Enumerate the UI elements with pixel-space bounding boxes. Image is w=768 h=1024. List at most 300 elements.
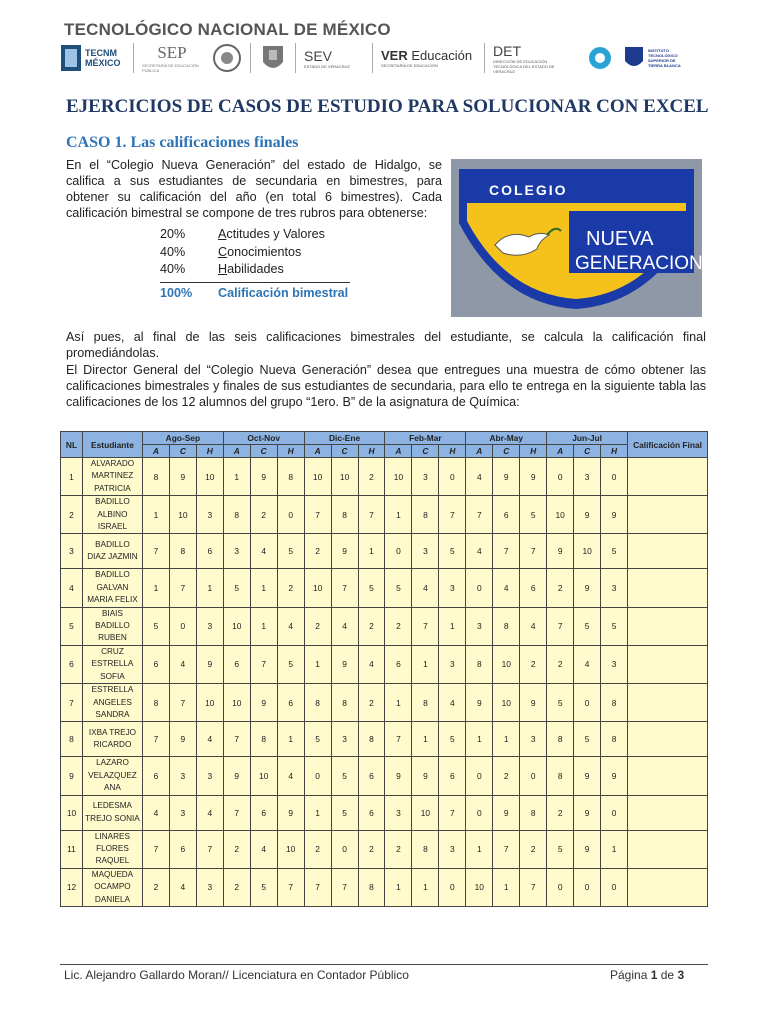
ver-educacion-logo: VER Educación SECRETARÍA DE EDUCACIÓN — [381, 48, 473, 68]
cell-grade: 4 — [439, 684, 466, 722]
cell-student-name: ALVARADO MARTINEZ PATRICIA — [82, 458, 142, 496]
col-header-period: Dic-Ene — [304, 432, 385, 445]
col-header-rubro: C — [412, 445, 439, 458]
cell-grade: 10 — [547, 496, 574, 534]
rubro-total: 100% Calificación bimestral — [160, 282, 350, 303]
cell-grade: 0 — [574, 868, 601, 906]
sep-logo: SEP SECRETARÍA DE EDUCACIÓN PÚBLICA — [142, 43, 199, 73]
cell-grade: 2 — [547, 795, 574, 830]
col-header-nl: NL — [61, 432, 83, 458]
rubros-list — [160, 226, 350, 302]
cell-grade: 2 — [250, 496, 277, 534]
cell-grade: 10 — [385, 458, 412, 496]
cell-grade: 7 — [142, 722, 169, 757]
cell-student-name: MAQUEDA OCAMPO DANIELA — [82, 868, 142, 906]
cell-grade: 9 — [574, 569, 601, 607]
cell-grade: 7 — [331, 569, 358, 607]
cell-grade: 4 — [196, 795, 223, 830]
cell-grade: 3 — [223, 534, 250, 569]
cell-grade: 8 — [520, 795, 547, 830]
table-row — [61, 645, 708, 683]
cell-grade: 7 — [223, 722, 250, 757]
cell-grade: 3 — [169, 757, 196, 795]
cell-grade: 4 — [169, 868, 196, 906]
cell-grade: 4 — [520, 607, 547, 645]
cell-grade: 7 — [250, 645, 277, 683]
cell-grade: 1 — [250, 569, 277, 607]
cell-grade: 4 — [412, 569, 439, 607]
cell-grade: 6 — [520, 569, 547, 607]
cell-grade: 1 — [142, 496, 169, 534]
cell-grade: 4 — [331, 607, 358, 645]
cell-grade: 2 — [547, 569, 574, 607]
rubro-item: 40% Conocimientos — [160, 244, 302, 259]
cell-grade: 1 — [439, 607, 466, 645]
cell-final-grade[interactable] — [628, 496, 708, 534]
cell-grade: 3 — [439, 569, 466, 607]
cell-grade: 1 — [142, 569, 169, 607]
cell-grade: 9 — [520, 458, 547, 496]
cell-final-grade[interactable] — [628, 534, 708, 569]
cell-grade: 9 — [331, 534, 358, 569]
cell-grade: 3 — [439, 830, 466, 868]
cell-nl: 2 — [61, 496, 83, 534]
cell-grade: 3 — [520, 722, 547, 757]
cell-grade: 0 — [331, 830, 358, 868]
cell-student-name: BADILLO DIAZ JAZMIN — [82, 534, 142, 569]
col-header-rubro: H — [277, 445, 304, 458]
paragraph-two: Así pues, al final de las seis calificaciones bimestrales del estudiante, se calcula la calificación final promediándolas. — [66, 330, 706, 360]
cell-grade: 8 — [412, 684, 439, 722]
cell-nl: 12 — [61, 868, 83, 906]
col-header-rubro: C — [250, 445, 277, 458]
cell-grade: 10 — [250, 757, 277, 795]
cell-grade: 8 — [142, 684, 169, 722]
grades-table — [60, 431, 708, 907]
cell-grade: 2 — [493, 757, 520, 795]
cell-grade: 10 — [331, 458, 358, 496]
cell-grade: 9 — [574, 757, 601, 795]
cell-grade: 1 — [412, 722, 439, 757]
cell-grade: 1 — [412, 645, 439, 683]
cell-grade: 8 — [169, 534, 196, 569]
col-header-rubro: A — [466, 445, 493, 458]
logo-text-colegio: COLEGIO — [489, 182, 568, 198]
cell-grade: 2 — [358, 458, 385, 496]
cell-grade: 0 — [439, 868, 466, 906]
document-title: EJERCICIOS DE CASOS DE ESTUDIO PARA SOLUCIONAR CON EXCEL — [66, 96, 709, 117]
cell-student-name: BADILLO ALBINO ISRAEL — [82, 496, 142, 534]
tecnm-emblem-icon — [60, 43, 82, 73]
cell-final-grade[interactable] — [628, 569, 708, 607]
cell-grade: 4 — [277, 607, 304, 645]
colegio-logo-image — [451, 159, 702, 317]
footer-divider — [60, 964, 708, 965]
cell-grade: 8 — [277, 458, 304, 496]
cell-grade: 3 — [601, 569, 628, 607]
cell-grade: 7 — [142, 830, 169, 868]
cell-grade: 1 — [412, 868, 439, 906]
cell-grade: 5 — [331, 795, 358, 830]
col-header-rubro: H — [439, 445, 466, 458]
cell-grade: 7 — [466, 496, 493, 534]
cell-grade: 4 — [358, 645, 385, 683]
cell-grade: 7 — [520, 534, 547, 569]
table-row — [61, 757, 708, 795]
cell-grade: 9 — [385, 757, 412, 795]
rubro-item: 20% Actitudes y Valores — [160, 227, 325, 241]
cell-grade: 0 — [547, 868, 574, 906]
cell-grade: 1 — [466, 722, 493, 757]
cell-grade: 7 — [331, 868, 358, 906]
cell-final-grade[interactable] — [628, 757, 708, 795]
cell-grade: 5 — [331, 757, 358, 795]
cell-grade: 9 — [196, 645, 223, 683]
cell-grade: 1 — [196, 569, 223, 607]
cell-grade: 3 — [574, 458, 601, 496]
cell-grade: 1 — [601, 830, 628, 868]
cell-grade: 9 — [223, 757, 250, 795]
col-header-period: Ago-Sep — [142, 432, 223, 445]
cell-grade: 10 — [466, 868, 493, 906]
table-row — [61, 868, 708, 906]
cell-grade: 3 — [412, 458, 439, 496]
cell-student-name: LINARES FLORES RAQUEL — [82, 830, 142, 868]
cell-grade: 2 — [304, 607, 331, 645]
cell-grade: 4 — [196, 722, 223, 757]
cell-grade: 2 — [385, 607, 412, 645]
cell-grade: 8 — [466, 645, 493, 683]
cell-grade: 6 — [493, 496, 520, 534]
cell-grade: 4 — [466, 458, 493, 496]
cell-grade: 0 — [466, 757, 493, 795]
cell-grade: 5 — [601, 534, 628, 569]
cell-grade: 9 — [466, 684, 493, 722]
swirl-logo-icon — [587, 45, 613, 71]
cell-grade: 0 — [277, 496, 304, 534]
cell-grade: 7 — [304, 868, 331, 906]
cell-nl: 9 — [61, 757, 83, 795]
cell-grade: 3 — [439, 645, 466, 683]
case-title: CASO 1. Las calificaciones finales — [66, 134, 299, 151]
cell-grade: 5 — [304, 722, 331, 757]
cell-grade: 10 — [493, 645, 520, 683]
page-number: Página 1 de 3 — [610, 968, 685, 982]
cell-grade: 5 — [142, 607, 169, 645]
cell-grade: 6 — [169, 830, 196, 868]
cell-grade: 4 — [250, 534, 277, 569]
cell-grade: 9 — [169, 722, 196, 757]
cell-grade: 7 — [169, 684, 196, 722]
cell-grade: 2 — [358, 830, 385, 868]
col-header-student: Estudiante — [82, 432, 142, 458]
cell-grade: 8 — [601, 684, 628, 722]
cell-grade: 9 — [520, 684, 547, 722]
cell-grade: 8 — [331, 496, 358, 534]
cell-grade: 4 — [574, 645, 601, 683]
veracruz-seal-icon — [259, 42, 287, 74]
cell-grade: 9 — [412, 757, 439, 795]
cell-grade: 1 — [277, 722, 304, 757]
cell-grade: 5 — [547, 830, 574, 868]
cell-grade: 8 — [358, 868, 385, 906]
cell-grade: 8 — [331, 684, 358, 722]
col-header-rubro: A — [142, 445, 169, 458]
cell-grade: 3 — [466, 607, 493, 645]
cell-grade: 4 — [466, 534, 493, 569]
cell-grade: 10 — [196, 458, 223, 496]
cell-final-grade[interactable] — [628, 458, 708, 496]
cell-grade: 7 — [547, 607, 574, 645]
table-row — [61, 458, 708, 496]
cell-grade: 8 — [142, 458, 169, 496]
table-row — [61, 722, 708, 757]
cell-grade: 3 — [196, 496, 223, 534]
logo-text-generacion: GENERACION — [575, 253, 702, 274]
cell-grade: 1 — [250, 607, 277, 645]
cell-grade: 9 — [574, 496, 601, 534]
cell-grade: 8 — [250, 722, 277, 757]
cell-grade: 9 — [601, 496, 628, 534]
cell-grade: 4 — [493, 569, 520, 607]
cell-grade: 3 — [385, 795, 412, 830]
cell-final-grade[interactable] — [628, 868, 708, 906]
cell-grade: 6 — [196, 534, 223, 569]
cell-grade: 6 — [385, 645, 412, 683]
cell-grade: 2 — [304, 534, 331, 569]
cell-final-grade[interactable] — [628, 722, 708, 757]
cell-grade: 5 — [385, 569, 412, 607]
cell-grade: 10 — [304, 458, 331, 496]
cell-grade: 10 — [574, 534, 601, 569]
cell-grade: 7 — [196, 830, 223, 868]
cell-grade: 0 — [169, 607, 196, 645]
cell-student-name: IXBA TREJO RICARDO — [82, 722, 142, 757]
paragraph-three: El Director General del “Colegio Nueva Generación” desea que entregues una muestra de cómo obtener las calificaciones bimestrales y finales de sus estudiantes de secundaria, para ello te entrega en la siguiente tabla las calificaciones de los 12 alumnos del grupo “1ero. B” de la asignatura de Química: — [66, 363, 706, 409]
cell-grade: 2 — [520, 645, 547, 683]
cell-grade: 3 — [601, 645, 628, 683]
subheader-row — [61, 445, 708, 458]
cell-grade: 0 — [466, 795, 493, 830]
cell-grade: 8 — [547, 722, 574, 757]
cell-grade: 1 — [385, 868, 412, 906]
cell-nl: 3 — [61, 534, 83, 569]
cell-student-name: BADILLO GALVAN MARIA FELIX — [82, 569, 142, 607]
cell-grade: 5 — [250, 868, 277, 906]
cell-grade: 2 — [277, 569, 304, 607]
cell-grade: 2 — [142, 868, 169, 906]
cell-grade: 6 — [439, 757, 466, 795]
cell-grade: 1 — [385, 684, 412, 722]
cell-grade: 0 — [547, 458, 574, 496]
cell-grade: 10 — [223, 607, 250, 645]
table-row — [61, 684, 708, 722]
cell-grade: 8 — [601, 722, 628, 757]
cell-grade: 7 — [142, 534, 169, 569]
national-seal-icon — [212, 42, 242, 74]
cell-grade: 1 — [358, 534, 385, 569]
cell-grade: 5 — [277, 645, 304, 683]
cell-grade: 7 — [412, 607, 439, 645]
cell-grade: 2 — [520, 830, 547, 868]
cell-nl: 11 — [61, 830, 83, 868]
cell-grade: 4 — [142, 795, 169, 830]
cell-grade: 7 — [169, 569, 196, 607]
cell-grade: 5 — [520, 496, 547, 534]
cell-grade: 6 — [358, 757, 385, 795]
logo-strip — [60, 38, 700, 78]
col-header-final: Calificación Final — [628, 432, 708, 458]
cell-grade: 9 — [493, 458, 520, 496]
itstb-shield-icon — [623, 45, 645, 71]
cell-nl: 10 — [61, 795, 83, 830]
col-header-period: Oct-Nov — [223, 432, 304, 445]
cell-grade: 10 — [169, 496, 196, 534]
cell-grade: 7 — [493, 534, 520, 569]
cell-grade: 0 — [385, 534, 412, 569]
table-row — [61, 569, 708, 607]
cell-grade: 3 — [331, 722, 358, 757]
cell-grade: 4 — [169, 645, 196, 683]
cell-grade: 7 — [439, 795, 466, 830]
cell-grade: 3 — [196, 757, 223, 795]
cell-grade: 0 — [304, 757, 331, 795]
cell-grade: 6 — [277, 684, 304, 722]
cell-nl: 5 — [61, 607, 83, 645]
cell-grade: 0 — [439, 458, 466, 496]
cell-grade: 3 — [412, 534, 439, 569]
cell-grade: 8 — [223, 496, 250, 534]
table-row — [61, 607, 708, 645]
cell-grade: 5 — [358, 569, 385, 607]
table-row — [61, 534, 708, 569]
cell-grade: 7 — [277, 868, 304, 906]
tecnm-logo: TECNM MÉXICO — [60, 43, 125, 73]
cell-grade: 2 — [304, 830, 331, 868]
cell-grade: 0 — [601, 458, 628, 496]
table-row — [61, 830, 708, 868]
col-header-rubro: C — [331, 445, 358, 458]
cell-grade: 6 — [142, 645, 169, 683]
col-header-rubro: H — [601, 445, 628, 458]
cell-grade: 7 — [304, 496, 331, 534]
cell-grade: 6 — [142, 757, 169, 795]
cell-grade: 1 — [385, 496, 412, 534]
cell-grade: 9 — [250, 458, 277, 496]
cell-grade: 6 — [250, 795, 277, 830]
cell-grade: 0 — [601, 795, 628, 830]
cell-grade: 1 — [466, 830, 493, 868]
col-header-rubro: A — [385, 445, 412, 458]
cell-grade: 8 — [304, 684, 331, 722]
col-header-rubro: H — [358, 445, 385, 458]
cell-grade: 1 — [493, 868, 520, 906]
cell-grade: 5 — [223, 569, 250, 607]
cell-grade: 9 — [601, 757, 628, 795]
cell-final-grade[interactable] — [628, 795, 708, 830]
cell-grade: 7 — [520, 868, 547, 906]
cell-grade: 0 — [520, 757, 547, 795]
cell-grade: 2 — [223, 830, 250, 868]
cell-grade: 6 — [358, 795, 385, 830]
cell-grade: 5 — [547, 684, 574, 722]
cell-grade: 1 — [223, 458, 250, 496]
cell-grade: 1 — [304, 795, 331, 830]
cell-grade: 7 — [493, 830, 520, 868]
cell-grade: 10 — [196, 684, 223, 722]
cell-grade: 10 — [223, 684, 250, 722]
cell-grade: 1 — [493, 722, 520, 757]
cell-grade: 7 — [439, 496, 466, 534]
col-header-period: Abr-May — [466, 432, 547, 445]
institution-title: TECNOLÓGICO NACIONAL DE MÉXICO — [64, 20, 391, 39]
cell-nl: 7 — [61, 684, 83, 722]
cell-grade: 10 — [277, 830, 304, 868]
sev-logo: SEV ESTADO DE VERACRUZ — [304, 47, 350, 69]
rubro-item: 40% Habilidades — [160, 262, 284, 276]
cell-grade: 2 — [547, 645, 574, 683]
cell-grade: 5 — [601, 607, 628, 645]
cell-grade: 8 — [358, 722, 385, 757]
cell-final-grade[interactable] — [628, 684, 708, 722]
cell-nl: 8 — [61, 722, 83, 757]
cell-student-name: LAZARO VELAZQUEZ ANA — [82, 757, 142, 795]
cell-grade: 5 — [277, 534, 304, 569]
intro-paragraph: En el “Colegio Nueva Generación” del estado de Hidalgo, se califica a sus estudiantes de secundaria en bimestres, para obtener su calificación del año (en total 6 bimestres). Cada calificación bimestral se compone de tres rubros para obtenerse: — [66, 158, 442, 220]
footer-author: Lic. Alejandro Gallardo Moran// Licenciatura en Contador Público — [64, 968, 409, 982]
cell-grade: 8 — [493, 607, 520, 645]
col-header-rubro: C — [574, 445, 601, 458]
cell-grade: 5 — [439, 534, 466, 569]
cell-grade: 1 — [304, 645, 331, 683]
cell-grade: 7 — [223, 795, 250, 830]
cell-final-grade[interactable] — [628, 607, 708, 645]
cell-grade: 9 — [493, 795, 520, 830]
cell-grade: 4 — [250, 830, 277, 868]
cell-grade: 9 — [574, 795, 601, 830]
col-header-rubro: H — [196, 445, 223, 458]
table-row — [61, 496, 708, 534]
logo-text-nueva: NUEVA — [586, 228, 654, 250]
cell-grade: 10 — [304, 569, 331, 607]
cell-grade: 6 — [223, 645, 250, 683]
cell-grade: 2 — [223, 868, 250, 906]
col-header-rubro: H — [520, 445, 547, 458]
cell-grade: 9 — [169, 458, 196, 496]
cell-grade: 8 — [547, 757, 574, 795]
col-header-rubro: A — [223, 445, 250, 458]
cell-grade: 2 — [358, 684, 385, 722]
cell-final-grade[interactable] — [628, 830, 708, 868]
cell-grade: 8 — [412, 496, 439, 534]
cell-grade: 10 — [493, 684, 520, 722]
col-header-rubro: C — [169, 445, 196, 458]
table-row — [61, 795, 708, 830]
cell-grade: 9 — [250, 684, 277, 722]
det-logo: DET DIRECCIÓN DE EDUCACIÓN TECNOLÓGICA DEL ESTADO DE VERACRUZ — [493, 42, 555, 74]
cell-grade: 9 — [574, 830, 601, 868]
cell-nl: 6 — [61, 645, 83, 683]
cell-grade: 5 — [574, 607, 601, 645]
cell-grade: 2 — [358, 607, 385, 645]
cell-grade: 3 — [196, 607, 223, 645]
cell-grade: 9 — [331, 645, 358, 683]
cell-grade: 9 — [547, 534, 574, 569]
cell-nl: 1 — [61, 458, 83, 496]
cell-student-name: LEDESMA TREJO SONIA — [82, 795, 142, 830]
cell-final-grade[interactable] — [628, 645, 708, 683]
cell-grade: 7 — [385, 722, 412, 757]
